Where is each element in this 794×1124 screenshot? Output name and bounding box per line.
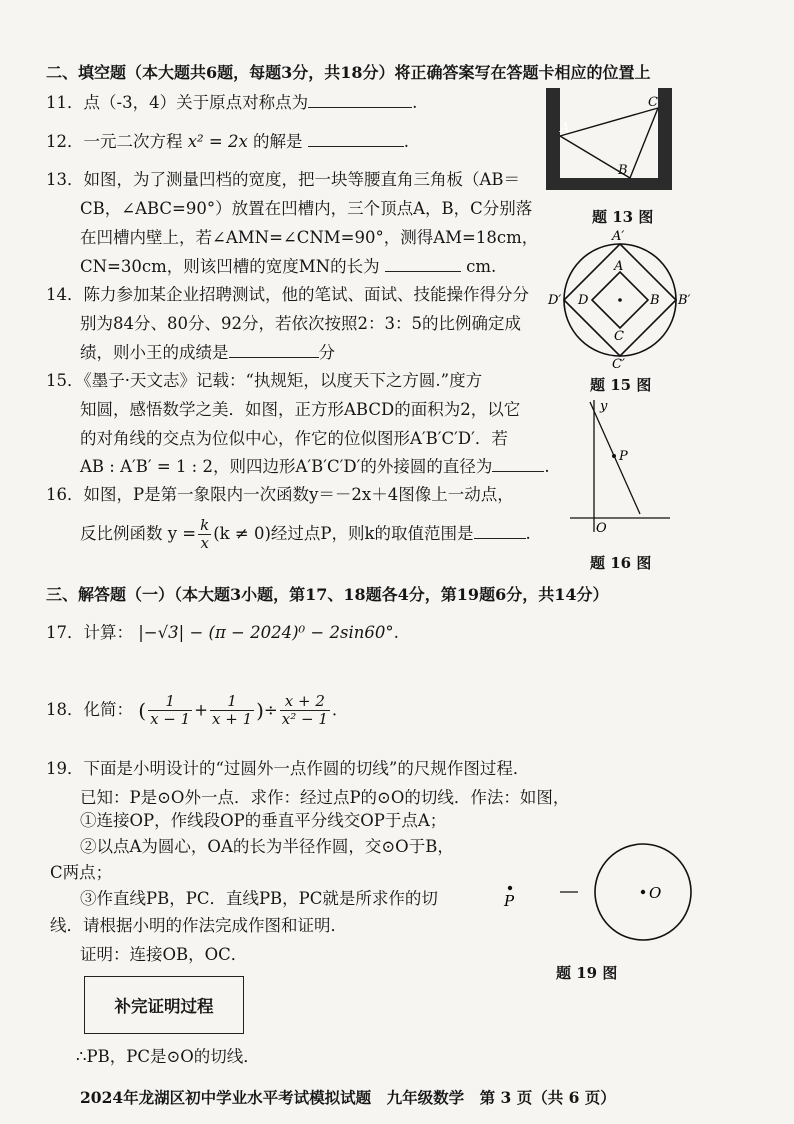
q13-unit: cm. bbox=[466, 257, 497, 276]
figure-15-caption: 题 15 图 bbox=[590, 376, 652, 394]
linear-function-graph bbox=[590, 402, 640, 514]
q14-text: 绩，则小王的成绩是 bbox=[80, 343, 229, 362]
q19-line-4: ②以点A为圆心，OA的长为半径作圆，交⊙O于B， bbox=[80, 837, 454, 856]
q19-line-8: 证明：连接OB，OC． bbox=[80, 945, 248, 964]
q13-text: CN=30cm，则该凹槽的宽度MN的长为 bbox=[80, 257, 380, 276]
q12-suffix: 的解是 bbox=[253, 132, 303, 151]
figure-13 bbox=[546, 88, 676, 198]
q13-line-3: 在凹槽内壁上，若∠AMN=∠CNM=90°，测得AM=18cm， bbox=[80, 228, 539, 247]
q17-expression: |−√3| − (π − 2024)⁰ − 2sin60° bbox=[138, 623, 394, 642]
q19-line-1: 19．下面是小明设计的“过圆外一点作圆的切线”的尺规作图过程． bbox=[46, 759, 530, 778]
q11-suffix: . bbox=[412, 93, 418, 112]
q15-line-3: 的对角线的交点为位似中心，作它的位似图形A′B′C′D′．若 bbox=[80, 429, 508, 448]
q16-fraction-den: x bbox=[200, 534, 209, 552]
q18-fraction-2 bbox=[210, 693, 254, 728]
groove-wall-left bbox=[546, 88, 560, 190]
q19-line-7: 线．请根据小明的作法完成作图和证明． bbox=[50, 916, 347, 935]
q15-text: AB : A′B′ = 1 : 2，则四边形A′B′C′D′的外接圆的直径为 bbox=[80, 457, 493, 476]
q12-equation: x² = 2x bbox=[187, 132, 248, 151]
label-b-prime: B′ bbox=[678, 293, 691, 308]
q16-end: . bbox=[525, 524, 531, 543]
q16-text-2: (k ≠ 0)经过点P，则k的取值范围是 bbox=[213, 524, 474, 543]
q16-text: 反比例函数 y = bbox=[80, 524, 197, 543]
figure-19 bbox=[500, 842, 710, 952]
label-o: O bbox=[649, 884, 662, 902]
q14-line-1: 14．陈力参加某企业招聘测试，他的笔试、面试、技能操作得分分 bbox=[46, 285, 529, 304]
point-p bbox=[508, 886, 512, 890]
q16-line-1: 16．如图，P是第一象限内一次函数y＝－2x＋4图像上一动点， bbox=[46, 485, 514, 504]
q14-answer-blank[interactable] bbox=[229, 343, 319, 358]
q18-f1-num: 1 bbox=[148, 693, 192, 711]
q14-line-2: 别为84分、80分、92分，若依次按照2：3：5的比例确定成 bbox=[80, 314, 521, 333]
figure-16-caption: 题 16 图 bbox=[590, 554, 652, 572]
figure-16 bbox=[566, 396, 676, 536]
label-p: P bbox=[619, 449, 628, 464]
label-y: y bbox=[600, 399, 608, 414]
section2-header: 二、填空题（本大题共6题，每题3分，共18分）将正确答案写在答题卡相应的位置上 bbox=[46, 63, 651, 82]
question-17 bbox=[46, 622, 399, 644]
question-18: 18．化简： ( $\frac{1}{x - 1}$ + $\frac{1}{x + 1}$ )÷ $\frac{x + 2}{\text{x² − 1}}$ . bbox=[46, 692, 338, 728]
groove-floor bbox=[546, 178, 672, 190]
q12-text: 12．一元二次方程 bbox=[46, 132, 183, 151]
center-dot bbox=[618, 298, 622, 302]
q13-line-1: 13．如图，为了测量凹档的宽度，把一块等腰直角三角板（AB＝ bbox=[46, 170, 521, 189]
q13-line-2: CB，∠ABC=90°）放置在凹槽内，三个顶点A，B，C分别落 bbox=[80, 199, 533, 218]
label-d: D bbox=[578, 293, 589, 308]
q18-fraction-3 bbox=[280, 693, 330, 728]
q14-unit: 分 bbox=[318, 343, 335, 362]
q12-end: . bbox=[403, 132, 410, 151]
point-p bbox=[612, 454, 616, 458]
q17-text: 17．计算： bbox=[46, 623, 133, 642]
label-c: C bbox=[614, 329, 624, 344]
q18-end: . bbox=[331, 700, 338, 720]
center-o bbox=[641, 890, 645, 894]
edge-ac bbox=[560, 108, 658, 136]
q16-answer-blank[interactable] bbox=[474, 524, 526, 539]
q11-text: 11．点（-3，4）关于原点对称点为 bbox=[46, 93, 309, 112]
q16-line-2 bbox=[80, 516, 531, 552]
label-b: B bbox=[650, 293, 660, 308]
q13-answer-blank[interactable] bbox=[385, 257, 461, 272]
q18-f2-num: 1 bbox=[210, 693, 254, 711]
q18-fraction-1 bbox=[148, 693, 192, 728]
q16-fraction-num: k bbox=[200, 516, 210, 534]
figure-15 bbox=[546, 229, 706, 372]
label-c: C bbox=[648, 95, 658, 110]
q19-line-5: C两点； bbox=[50, 863, 113, 882]
groove-wall-right bbox=[658, 88, 672, 190]
q15-answer-blank[interactable] bbox=[492, 457, 544, 472]
q19-line-9: ∴PB，PC是⊙O的切线． bbox=[76, 1047, 260, 1066]
q11-answer-blank[interactable] bbox=[308, 93, 412, 108]
q15-line-4 bbox=[80, 456, 550, 478]
q15-line-1: 15．《墨子·天文志》记载：“执规矩，以度天下之方圆.”度方 bbox=[46, 371, 483, 390]
q18-f3-num: x + 2 bbox=[280, 693, 330, 711]
q18-f2-den: x + 1 bbox=[212, 710, 253, 728]
label-p: P bbox=[504, 892, 515, 910]
q16-fraction bbox=[198, 517, 211, 552]
q14-line-3 bbox=[80, 342, 335, 364]
q15-line-2: 知圆，感悟数学之美．如图，正方形ABCD的面积为2，以它 bbox=[80, 400, 521, 419]
label-d-prime: D′ bbox=[548, 293, 562, 308]
section3-header: 三、解答题（一）（本大题3小题，第17、18题各4分，第19题6分，共14分） bbox=[46, 585, 609, 604]
label-o: O bbox=[596, 521, 607, 536]
label-c-prime: C′ bbox=[612, 357, 625, 372]
q18-f3-den: x² − 1 bbox=[281, 710, 328, 728]
q19-line-2: 已知：P是⊙O外一点．求作：经过点P的⊙O的切线．作法：如图， bbox=[80, 788, 570, 807]
q18-f1-den: x − 1 bbox=[150, 710, 191, 728]
q12-answer-blank[interactable] bbox=[308, 132, 404, 147]
q19-line-3: ①连接OP，作线段OP的垂直平分线交OP于点A； bbox=[80, 811, 447, 830]
proof-box[interactable]: 补完证明过程 bbox=[84, 976, 244, 1034]
edge-bc bbox=[630, 108, 658, 178]
q13-line-4 bbox=[80, 256, 496, 278]
q18-text: 18．化简： bbox=[46, 700, 133, 719]
question-11 bbox=[46, 92, 417, 114]
figure-19-caption: 题 19 图 bbox=[556, 964, 618, 982]
label-a-prime: A′ bbox=[612, 229, 625, 244]
q17-end: . bbox=[393, 623, 399, 642]
q15-end: . bbox=[544, 457, 550, 476]
question-12 bbox=[46, 131, 409, 153]
label-b: B bbox=[618, 163, 628, 178]
q19-line-6: ③作直线PB，PC．直线PB，PC就是所求作的切 bbox=[80, 889, 438, 908]
figure-13-caption: 题 13 图 bbox=[592, 208, 654, 226]
label-a: A bbox=[614, 259, 624, 274]
page-footer: 2024年龙湖区初中学业水平考试模拟试题 九年级数学 第 3 页（共 6 页） bbox=[80, 1088, 616, 1107]
label-a: A bbox=[560, 121, 570, 136]
